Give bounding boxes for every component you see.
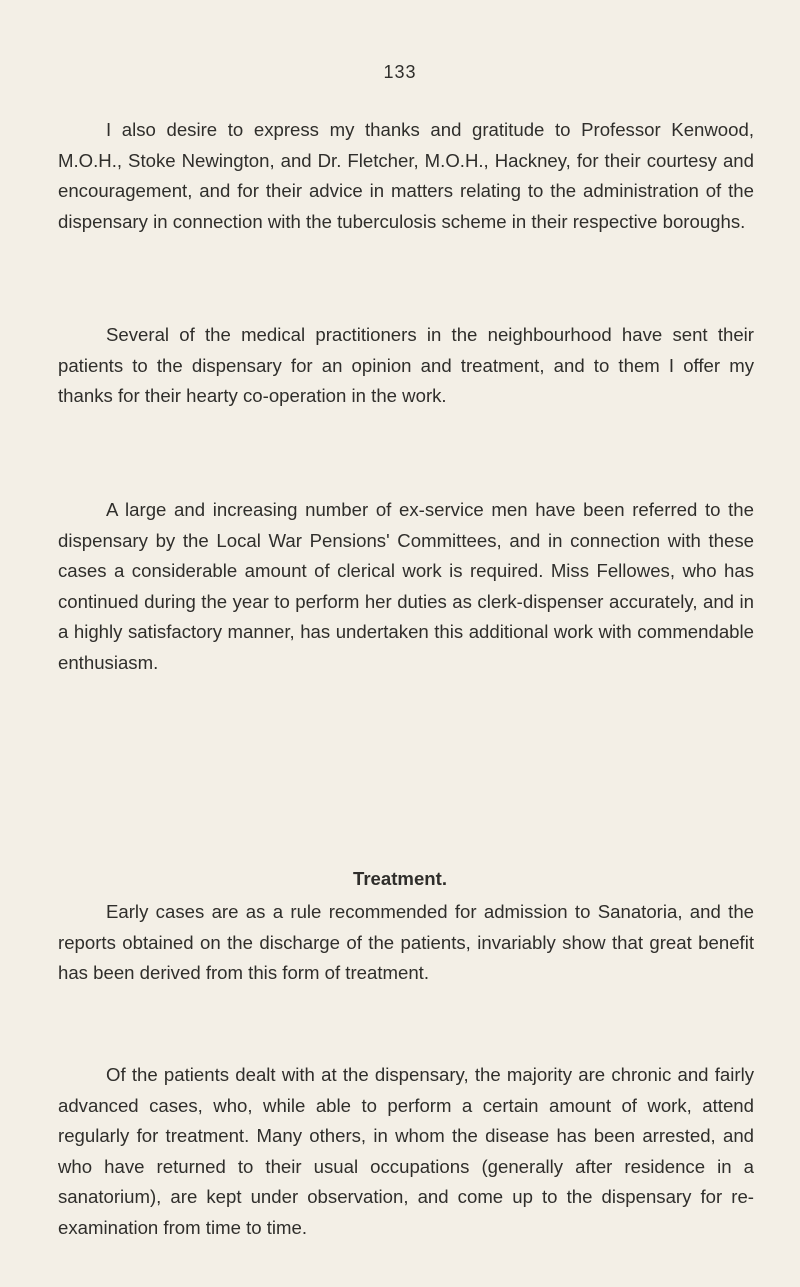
paragraph-acknowledgement-officers: I also desire to express my thanks and gratitude to Professor Kenwood, M.O.H., Stoke Newington, and Dr. Fletcher, M.O.H., Hackney, for their courtesy and encouragement, and for their advice in matters relating to the administration of the dispensary in connection with the tuberculosis scheme in their respective boroughs.: [58, 119, 754, 232]
paragraph-early-cases: Early cases are as a rule recommended for admission to Sanatoria, and the reports obtained on the discharge of the patients, invariably show that great benefit has been derived from this form of treatment.: [58, 901, 754, 983]
paragraph-ex-service-men: A large and increasing number of ex-service men have been referred to the dispensary by the Local War Pensions' Committees, and in connection with these cases a considerable amount of clerical work is required. Miss Fellowes, who has continued during the year to perform her duties as clerk-dispenser accurately, and in a highly satisfactory manner, has undertaken this additional work with commendable enthusiasm.: [58, 499, 754, 673]
paragraph-acknowledgement-practitioners: Several of the medical practitioners in the neighbourhood have sent their patients to the dispensary for an opinion and treatment, and to them I offer my thanks for their hearty co-operation in the work.: [58, 324, 754, 406]
page-number: 133: [383, 62, 417, 82]
section-heading-treatment: Treatment.: [352, 868, 448, 889]
paragraph-chronic-cases: Of the patients dealt with at the dispensary, the majority are chronic and fairly advanced cases, who, while able to perform a certain amount of work, attend regularly for treatment. Many others, in whom the disease has been arrested, and who have returned to their usual occupations (generally after residence in a sanatorium), are kept under observation, and come up to the dispensary for re-examination from time to time.: [58, 1064, 754, 1238]
